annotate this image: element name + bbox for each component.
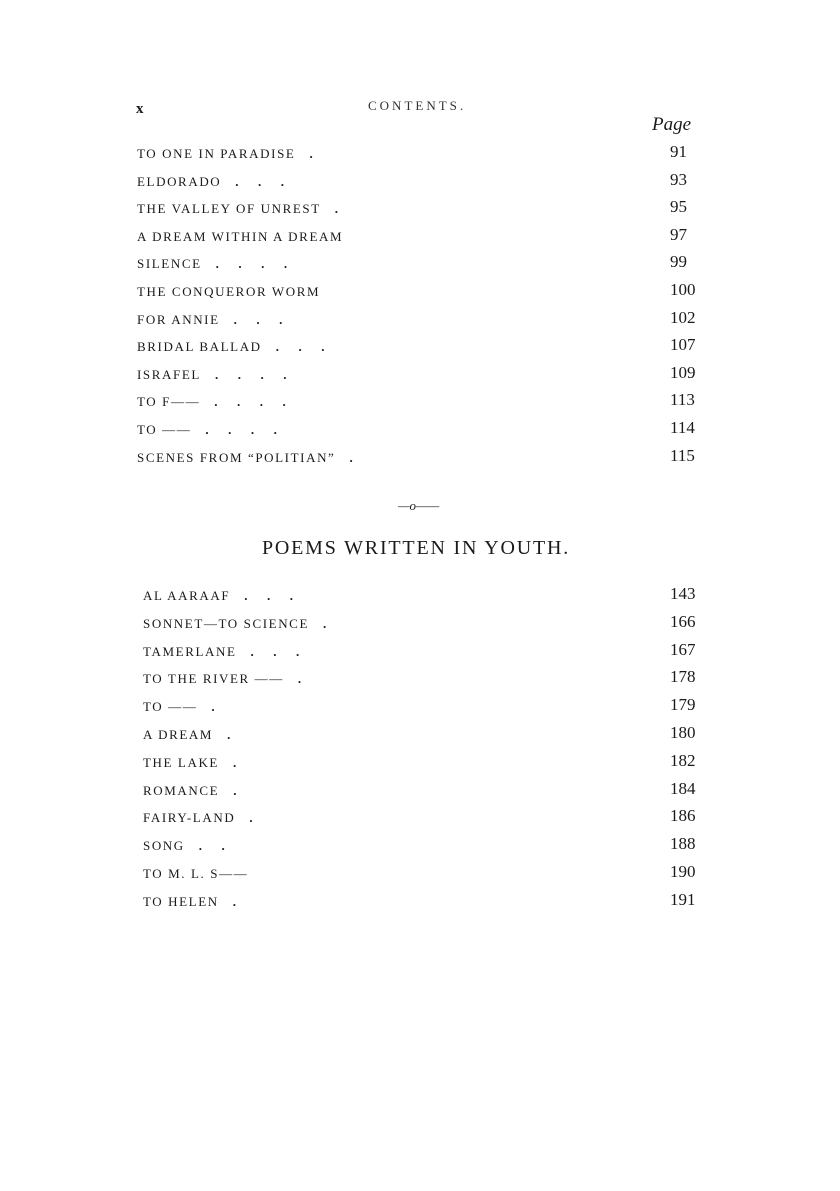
toc-entry-leader-dots: . . . (275, 339, 325, 355)
toc-entry-page: 167 (670, 639, 696, 659)
toc-entry-page: 180 (670, 723, 696, 742)
toc-entry-title: FOR ANNIE (137, 311, 220, 327)
toc-entry-page: 191 (670, 889, 696, 909)
toc-entry-title: SONG (143, 838, 185, 854)
running-head: CONTENTS. (368, 98, 467, 113)
toc-entry (0, 584, 840, 606)
toc-entry-title: TO M. L. S—— (143, 866, 249, 881)
toc-entry-leader-dots: . . . . (214, 366, 287, 382)
toc-entry (0, 308, 840, 330)
toc-entry-leader-dots: . (349, 449, 353, 465)
toc-entry (0, 695, 840, 717)
section-divider-ornament: —o—— (398, 498, 440, 513)
toc-entry-title: TAMERLANE (143, 643, 237, 659)
toc-entry-title: THE CONQUEROR WORM (137, 284, 321, 299)
toc-entry-leader-dots: . . . . (214, 394, 286, 410)
toc-entry-page: 143 (670, 584, 696, 603)
toc-entry-leader-dots: . (232, 754, 237, 770)
toc-entry (0, 225, 840, 247)
toc-entry-title: TO —— (143, 699, 198, 715)
toc-entry-leader-dots: . (249, 810, 253, 826)
toc-entry-leader-dots: . (233, 782, 237, 798)
toc-entry-leader-dots: . . . (250, 643, 300, 659)
toc-entry-leader-dots: . (309, 146, 313, 161)
toc-entry-page: 190 (670, 862, 696, 881)
toc-entry (0, 751, 840, 773)
toc-entry (0, 335, 840, 357)
toc-entry-title: A DREAM WITHIN A DREAM (137, 228, 344, 244)
toc-entry-title: ROMANCE (143, 782, 220, 798)
toc-entry-leader-dots: . . . (244, 588, 293, 603)
toc-entry-page: 114 (670, 418, 695, 437)
toc-entry (0, 834, 840, 856)
toc-entry-page: 182 (670, 750, 696, 770)
toc-entry-leader-dots: . . . (233, 311, 283, 327)
toc-entry-title: TO THE RIVER —— (143, 671, 284, 687)
page-number: x (136, 101, 144, 117)
toc-entry (0, 640, 840, 662)
toc-entry-title: ISRAFEL (137, 366, 201, 382)
toc-entry-leader-dots: . (334, 201, 339, 217)
toc-entry (0, 363, 840, 385)
toc-entry-page: 100 (670, 280, 696, 299)
toc-entry (0, 890, 840, 912)
toc-entry-leader-dots: . (323, 615, 327, 631)
toc-entry (0, 779, 840, 801)
toc-entry (0, 197, 840, 219)
toc-entry (0, 170, 840, 192)
toc-entry-page: 186 (670, 806, 696, 826)
toc-entry-page: 179 (670, 695, 696, 715)
toc-entry (0, 252, 840, 274)
toc-entry (0, 418, 840, 440)
toc-entry-page: 115 (670, 445, 695, 465)
toc-entry-leader-dots: . . . (235, 173, 285, 189)
toc-entry (0, 723, 840, 745)
toc-entry-title: AL AARAAF (143, 588, 231, 603)
toc-entry-title: THE VALLEY OF UNREST (137, 201, 321, 217)
toc-entry-title: SONNET—TO SCIENCE (143, 615, 309, 631)
toc-entry-page: 178 (670, 667, 696, 687)
toc-entry-title: TO F—— (137, 394, 201, 410)
toc-entry (0, 446, 840, 468)
page-column-label: Page (652, 114, 692, 135)
toc-entry-page: 113 (670, 390, 695, 410)
toc-entry-title: A DREAM (143, 727, 214, 742)
toc-entry (0, 612, 840, 634)
toc-entry-title: TO —— (137, 422, 192, 437)
toc-entry (0, 280, 840, 302)
toc-entry (0, 390, 840, 412)
toc-entry-leader-dots: . . . . (215, 256, 288, 272)
toc-entry-page: 184 (670, 778, 696, 798)
toc-entry (0, 806, 840, 828)
toc-entry-leader-dots: . (297, 671, 302, 687)
toc-entry-title: TO ONE IN PARADISE (137, 146, 296, 161)
toc-entry-title: FAIRY-LAND (143, 810, 236, 826)
toc-entry-page: 91 (670, 142, 687, 161)
toc-entry-page: 188 (670, 834, 696, 854)
toc-entry-leader-dots: . (227, 727, 231, 742)
toc-entry-page: 93 (670, 169, 687, 189)
toc-entry-page: 102 (670, 307, 696, 327)
toc-entry-page: 107 (670, 335, 696, 355)
toc-entry-title: TO HELEN (143, 893, 219, 909)
toc-entry-title: SILENCE (137, 256, 202, 272)
toc-entry-leader-dots: . . . . (205, 422, 277, 437)
toc-entry-page: 97 (670, 224, 687, 244)
toc-entry-page: 99 (670, 252, 687, 272)
toc-entry (0, 142, 840, 164)
toc-entry-title: SCENES FROM “POLITIAN” (137, 449, 336, 465)
toc-entry-page: 95 (670, 197, 687, 217)
toc-entry-title: ELDORADO (137, 173, 222, 189)
toc-entry (0, 862, 840, 884)
toc-entry-title: THE LAKE (143, 754, 219, 770)
toc-entry-page: 166 (670, 611, 696, 631)
toc-entry-leader-dots: . . (198, 838, 225, 854)
section-heading: POEMS WRITTEN IN YOUTH. (262, 537, 571, 559)
toc-entry-title: BRIDAL BALLAD (137, 339, 262, 355)
toc-entry-leader-dots: . (211, 699, 215, 715)
toc-entry (0, 667, 840, 689)
toc-entry-leader-dots: . (232, 893, 236, 909)
toc-entry-page: 109 (670, 362, 696, 382)
